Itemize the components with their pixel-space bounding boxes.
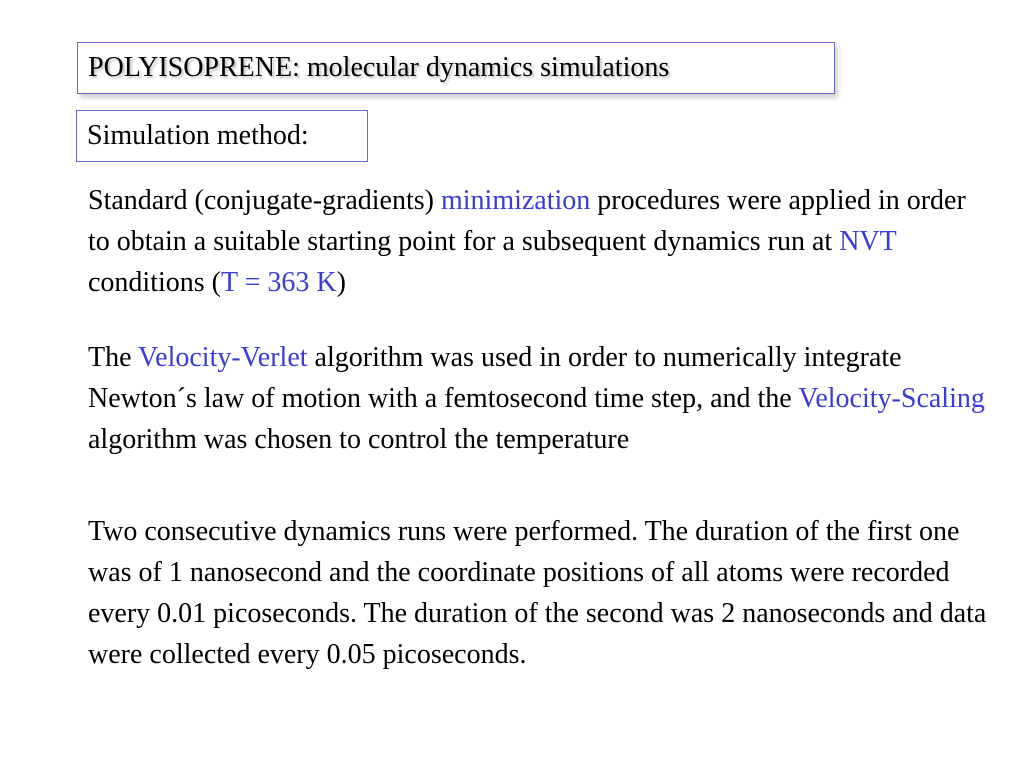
- p1-text-4: ): [336, 267, 346, 298]
- p1-text-1: Standard (conjugate-gradients): [88, 185, 441, 216]
- p2-highlight-velocity-scaling: Velocity-Scaling: [798, 383, 985, 414]
- paragraph-dynamics-runs: Two consecutive dynamics runs were performed. The duration of the first one was of 1 nanosecond and the coordinate positions of all atoms were recorded every 0.01 picoseconds. The duration of the second was 2 nanoseconds and data were collected every 0.05 picoseconds.: [88, 516, 987, 670]
- slide-title: POLYISOPRENE: molecular dynamics simulations: [88, 52, 670, 83]
- paragraph-minimization: [88, 180, 988, 303]
- paragraph-algorithms: [88, 337, 988, 460]
- p1-text-3: conditions (: [88, 267, 221, 298]
- p1-highlight-temperature: T = 363 K: [221, 267, 337, 298]
- p2-highlight-velocity-verlet: Velocity-Verlet: [138, 342, 308, 373]
- p1-highlight-minimization: minimization: [440, 185, 591, 216]
- p1-highlight-nvt: NVT: [839, 226, 897, 257]
- slide-title-box: [77, 42, 835, 94]
- section-label-box: [76, 110, 368, 162]
- p2-text-3: algorithm was chosen to control the temperature: [88, 424, 630, 455]
- p2-text-2: algorithm was used in order to numerically integrate Newton´s law of motion with a femtosecond time step, and the: [88, 342, 902, 414]
- p2-text-1: The: [88, 342, 139, 373]
- section-label: Simulation method:: [87, 120, 309, 151]
- p1-text-2: procedures were applied in order to obtain a suitable starting point for a subsequent dynamics run at: [88, 185, 966, 257]
